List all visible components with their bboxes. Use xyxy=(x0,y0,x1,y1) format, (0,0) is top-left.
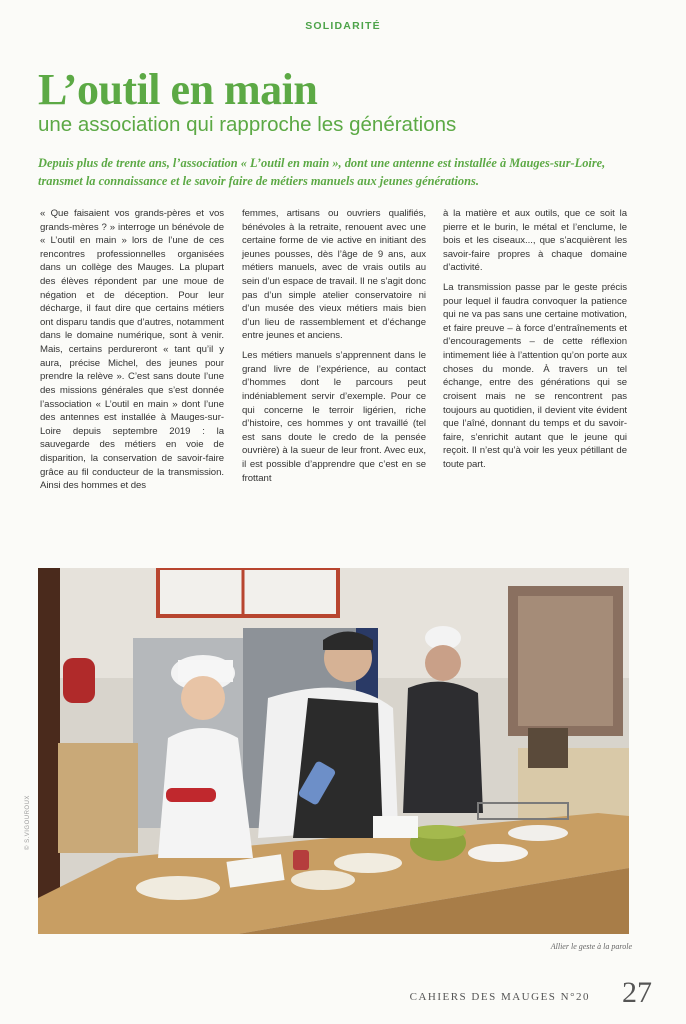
paragraph: femmes, artisans ou ouvriers qualifiés, bénévoles à la retraite, renouent avec une certaine forme de vie active en initiant des jeunes pousses, dès l’âge de 9 ans, aux métiers manuels, avec de vrais outils au sein d’un espace de travail. Il ne s’agit donc pas d’un simple atelier conservatoire ni d’un musée des vieux métiers mais bien d’un lieu de rassemblement et d’échange entre jeunes et anciens. xyxy=(242,208,426,342)
body-column-1 xyxy=(40,207,224,499)
photo-credit: © S.VIGOUROUX xyxy=(25,795,31,850)
article-subtitle: une association qui rapproche les générations xyxy=(38,113,457,136)
photo-caption: Allier le geste à la parole xyxy=(550,942,632,951)
magazine-name: CAHIERS DES MAUGES N°20 xyxy=(409,991,590,1003)
body-column-3 xyxy=(443,207,627,478)
article-title: L’outil en main xyxy=(38,65,318,114)
paragraph: Les métiers manuels s’apprennent dans le grand livre de l’expérience, au contact d’hommes dont le parcours peut indéniablement servir d’exemple. Pour ce qui concerne le terroir ligérien, riche d’histoire, ces hommes y ont travaillé (tel est sans doute le credo de la pensée ouvrière) à la sueur de leur front. Avec eux, il est possible d’apprendre que c’est en se frottant xyxy=(242,350,426,484)
section-label: SOLIDARITÉ xyxy=(305,20,381,32)
paragraph: à la matière et aux outils, que ce soit la pierre et le burin, le métal et l’enclume, le bois et les ciseaux..., que s’acquièrent les savoir-faire propres à chaque domaine d’activité. xyxy=(443,208,627,274)
paragraph: La transmission passe par le geste précis pour lequel il faudra convoquer la patience qui ne va pas sans une certaine motivation, et faire preuve – à force d’entraînements et d’encouragements – de cette réflexion intimement liée à l’attention qu’on porte aux choses du monde. À travers un tel échange, entre des générations qui se croisent mais ne se rencontrent pas toujours au quotidien, il devient vite évident que l’aîné, donnant du temps et du savoir-faire, s’enrichit autant que le jeune qui reçoit. Il n’est qu’à voir les yeux pétillant de toute part. xyxy=(443,282,627,470)
kitchen-workshop-photo xyxy=(38,568,629,934)
paragraph: « Que faisaient vos grands-pères et vos grands-mères ? » interroge un bénévole de « L’outil en main » lors de l’une de ces rencontres professionnelles organisées dans un collège des Mauges. La plupart des élèves répondent par une moue de négation et de déception. Pour leur décharge, il faut dire que certains métiers ont disparu tandis que d’autres, notamment dans le domaine numérique, sont à venir. Mais, certains perdureront « tant qu’il y aura, précise Michel, des jeunes pour prendre la relève ». C’est sans doute l’une des missions générales que s’est donnée l’association « L’outil en main » dont l’une des antennes est installée à Mauges-sur-Loire depuis septembre 2019 : la sauvegarde des métiers en voie de disparition, la conservation de savoir-faire grâce au fil conducteur de la transmission. Ainsi des hommes et des xyxy=(40,208,224,492)
body-column-2 xyxy=(242,207,426,491)
article-lead: Depuis plus de trente ans, l’association « L’outil en main », dont une antenne est installée à Mauges-sur-Loire, transmet la connaissance et le savoir faire de métiers manuels aux jeunes générations. xyxy=(38,156,606,188)
photo-illustration xyxy=(38,568,629,934)
page-number: 27 xyxy=(622,976,652,1009)
